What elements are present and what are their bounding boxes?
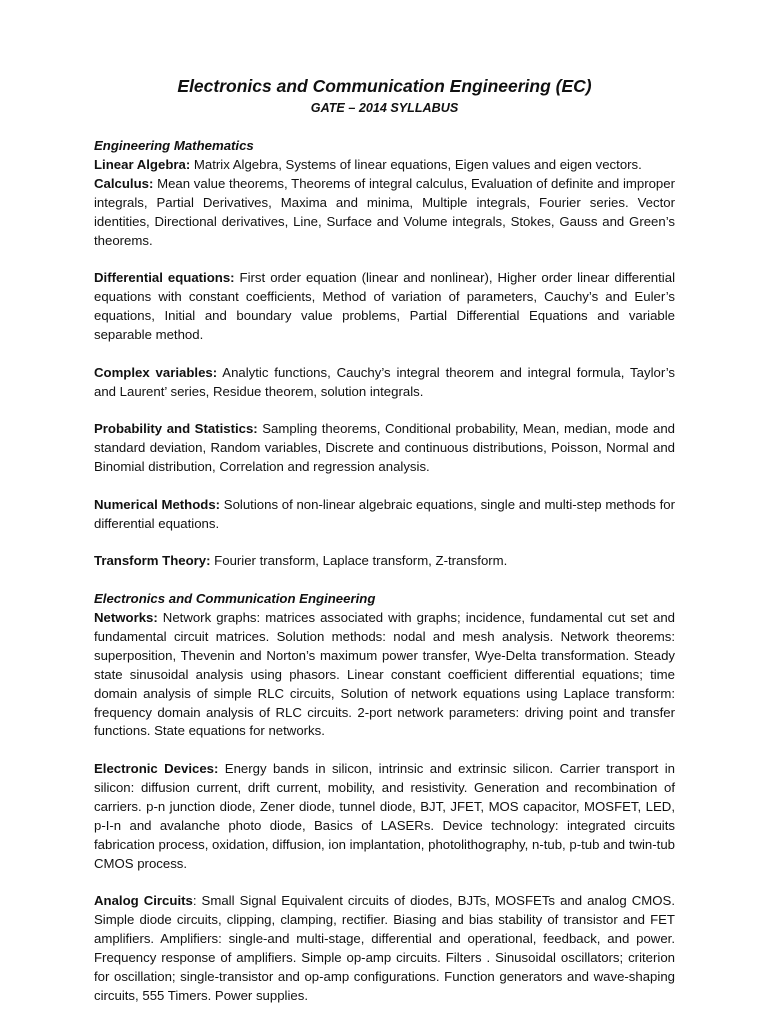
topic-networks [94,609,675,741]
topic-label: Differential equations: [94,270,235,285]
topic-text: Analytic functions, Cauchy’s integral theorem and integral formula, Taylor’s and Laurent’ series, Residue theorem, solution integrals. [94,365,676,399]
document-subtitle: GATE – 2014 SYLLABUS [310,101,459,115]
topic-label: Complex variables: [94,365,218,380]
topic-numerical-methods [94,496,675,534]
topic-text: Network graphs: matrices associated with graphs; incidence, fundamental cut set and fundamental circuit matrices. Solution methods: nodal and mesh analysis. Network theorems: superposition, Thevenin and Norton’s maximum power transfer, Wye-Delta transformation. Steady state sinusoidal analysis using phasors. Linear constant coefficient differential equations; time domain analysis of simple RLC circuits, Solution of network equations using Laplace transform: frequency domain analysis of RLC circuits. 2-port network parameters: driving point and transfer functions. State equations for networks. [94,610,675,739]
topic-complex-variables [94,364,675,402]
topic-label: Calculus: [94,176,154,191]
topic-text: : Small Signal Equivalent circuits of diodes, BJTs, MOSFETs and analog CMOS. Simple diode circuits, clipping, clamping, rectifier. Biasing and bias stability of transistor and FET amplifiers. Amplifiers: single-and multi-stage, differential and operational, feedback, and power. Frequency response of amplifiers. Simple op-amp circuits. Filters . Sinusoidal oscillators; criterion for oscillation; single-transistor and op-amp configurations. Function generators and wave-shaping circuits, 555 Timers. Power supplies. [94,893,675,1003]
topic-label: Linear Algebra: [94,157,191,172]
topic-text: Matrix Algebra, Systems of linear equations, Eigen values and eigen vectors. [190,157,642,172]
topic-text: Sampling theorems, Conditional probability, Mean, median, mode and standard deviation, Random variables, Discrete and continuous distributions, Poisson, Normal and Binomial distribution, Correlation and regression analysis. [94,421,675,474]
topic-label: Analog Circuits [94,893,193,908]
topic-probability-statistics [94,420,675,477]
document-title: Electronics and Communication Engineering (EC) [177,76,592,96]
topic-differential-equations [94,269,675,345]
topic-label: Numerical Methods: [94,497,221,512]
topic-calculus [94,175,675,251]
section-heading-engineering-mathematics: Engineering Mathematics [94,138,254,153]
topic-text: Solutions of non-linear algebraic equations, single and multi-step methods for differential equations. [94,497,675,531]
topic-label: Transform Theory: [94,553,211,568]
topic-text: Mean value theorems, Theorems of integral calculus, Evaluation of definite and improper integrals, Partial Derivatives, Maxima and minima, Multiple integrals, Fourier series. Vector identities, Directional derivatives, Line, Surface and Volume integrals, Stokes, Gauss and Green’s theorems. [94,176,675,248]
topic-text: First order equation (linear and nonlinear), Higher order linear differential equations with constant coefficients, Method of variation of parameters, Cauchy’s and Euler’s equations, Initial and boundary value problems, Partial Differential Equations and variable separable method. [94,270,675,342]
topic-label: Probability and Statistics: [94,421,258,436]
topic-electronic-devices [94,760,675,873]
topic-analog-circuits [94,892,675,1005]
topic-label: Electronic Devices: [94,761,219,776]
topic-transform-theory [94,552,675,571]
topic-label: Networks: [94,610,158,625]
section-heading-electronics-communication: Electronics and Communication Engineering [94,591,376,606]
topic-text: Energy bands in silicon, intrinsic and extrinsic silicon. Carrier transport in silicon: diffusion current, drift current, mobility, and resistivity. Generation and recombination of carriers. p-n junction diode, Zener diode, tunnel diode, BJT, JFET, MOS capacitor, MOSFET, LED, p-I-n and avalanche photo diode, Basics of LASERs. Device technology: integrated circuits fabrication process, oxidation, diffusion, ion implantation, photolithography, n-tub, p-tub and twin-tub CMOS process. [94,761,675,871]
topic-linear-algebra [94,156,675,175]
topic-text: Fourier transform, Laplace transform, Z-transform. [210,553,508,568]
